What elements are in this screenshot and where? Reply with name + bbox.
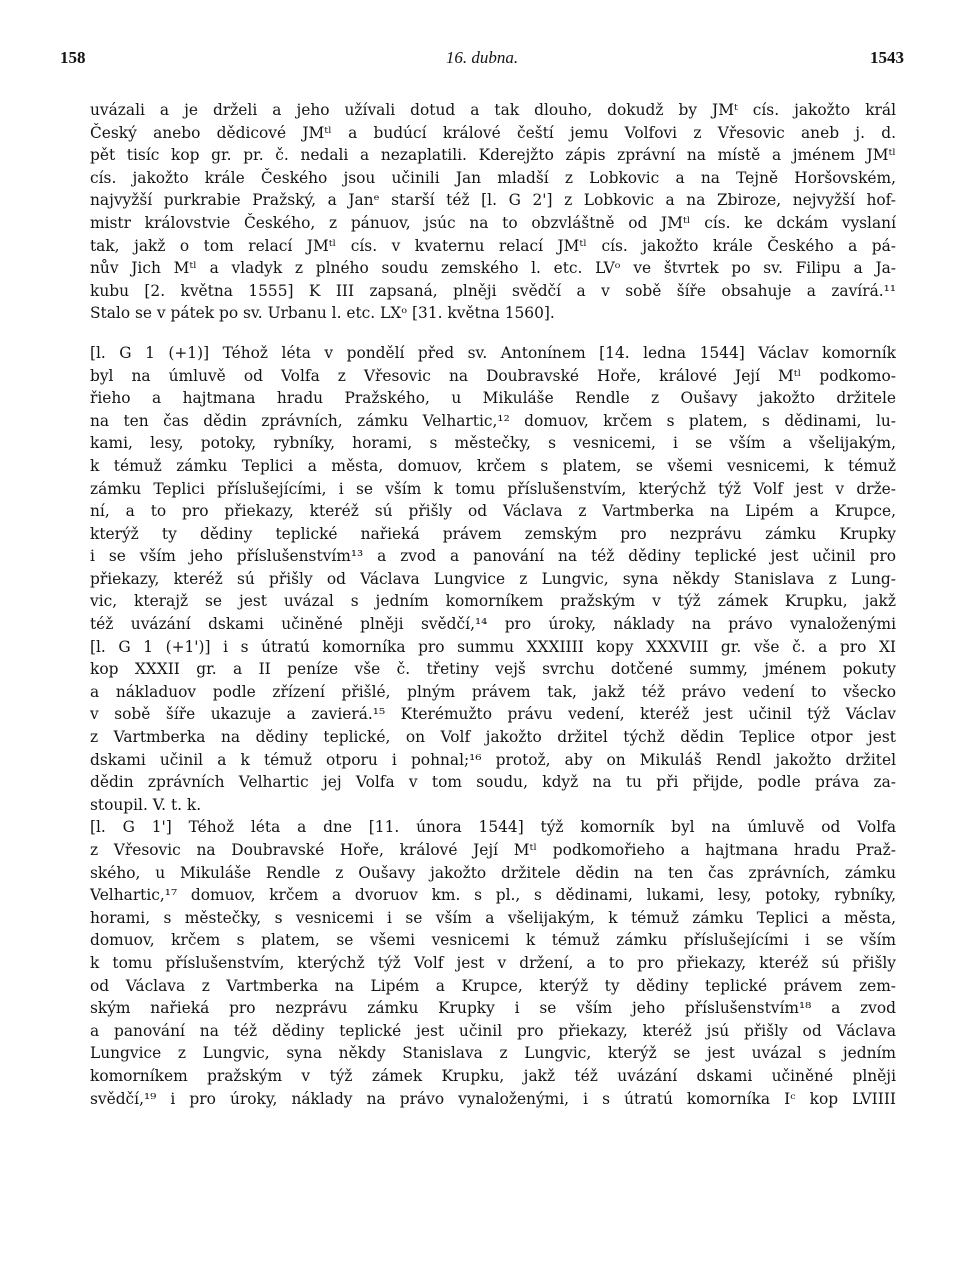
text-line: z Vartmberka na dědiny teplické, on Volf jakožto držitel týchž dědin Teplice otpor jest xyxy=(90,728,896,747)
running-title: 16. dubna. xyxy=(445,48,519,67)
text-line: a nákladuov podle zřízení přišlé, plným právem tak, jakž též právo vedení to všecko xyxy=(90,682,896,701)
text-line: dědin zprávních Velhartic jej Volfa v tom soudu, když na tu při přijde, podle práva za- xyxy=(90,773,896,792)
text-line: svědčí,¹⁹ i pro úroky, náklady na právo vynaloženými, i s útratú komorníka Iᶜ kop LVIIII xyxy=(90,1089,896,1108)
text-line: Lungvice z Lungvic, syna někdy Stanislava z Lungvic, kterýž se jest uvázal s jedním xyxy=(90,1044,896,1063)
page-header xyxy=(60,48,904,72)
text-line: kami, lesy, potoky, rybníky, horami, s městečky, s vesnicemi, i se vším a všelijakým, xyxy=(90,434,896,453)
page-number: 158 xyxy=(60,48,86,67)
text-line: též uvázání dskami učiněné plněji svědčí,¹⁴ pro úroky, náklady na právo vynaloženými xyxy=(90,615,896,634)
text-line: uvázali a je drželi a jeho užívali dotud a tak dlouho, dokudž by JMᵗ cís. jakožto král xyxy=(90,101,896,119)
text-line: ského, u Mikuláše Rendle z Oušavy jakožto držitele dědin na ten čas zprávních, zámku xyxy=(90,863,896,882)
text-line: kop XXXII gr. a II peníze vše č. třetiny vejš svrchu dotčené summy, jménem pokuty xyxy=(90,660,896,679)
text-line: řieho a hajtmana hradu Pražského, u Mikuláše Rendle z Oušavy jakožto držitele xyxy=(90,389,896,408)
text-line: komorníkem pražským v týž zámek Krupku, jakž též uvázání dskami učiněné plněji xyxy=(90,1066,896,1085)
text-line: na ten čas dědin zprávních, zámku Velhartic,¹² domuov, krčem s platem, s dědinami, lu- xyxy=(90,411,896,430)
text-line: nův Jich Mᵗˡ a vladyk z plného soudu zemského l. etc. LVᵒ ve štvrtek po sv. Filipu a Ja- xyxy=(90,259,896,278)
paragraph-1 xyxy=(90,99,896,325)
text-line: v sobě šíře ukazuje a zavierá.¹⁵ Kterémužto právu vedení, kteréž jest učinil týž Václav xyxy=(90,705,896,724)
text-line: ským nařieká pro nezprávu zámku Krupky i se vším jeho příslušenstvím¹⁸ a zvod xyxy=(90,999,896,1018)
text-line: ní, a to pro přiekazy, kteréž sú přišly od Václava z Vartmberka na Lipém a Krupce, xyxy=(90,502,896,521)
text-line: horami, s městečky, s vesnicemi i se vším a všelijakým, k témuž zámku Teplici a města, xyxy=(90,908,896,927)
text-line: Český anebo dědicové JMᵗˡ a budúcí králové čeští jemu Volfovi z Vřesovic aneb j. d. xyxy=(90,123,896,142)
document-body xyxy=(90,99,896,1110)
text-line: mistr královstvie Českého, z pánuov, jsúc na to obzvláštně od JMᵗˡ cís. ke dckám vyslaní xyxy=(90,213,896,232)
text-line: kubu [2. května 1555] K III zapsaná, plněji svědčí a v sobě šíře obsahuje a zavírá.¹¹ xyxy=(90,281,896,300)
text-line: k tomu příslušenstvím, kterýchž týž Volf jest v držení, a to pro přiekazy, kteréž sú přišly xyxy=(90,953,896,972)
text-line: pět tisíc kop gr. pr. č. nedali a nezaplatili. Kderejžto zápis zprávní na místě a jménem JMᵗˡ xyxy=(90,146,896,165)
paragraph-2 xyxy=(90,342,896,816)
text-line: [l. G 1 (+1)] Téhož léta v pondělí před sv. Antonínem [14. ledna 1544] Václav komorník xyxy=(90,343,896,362)
text-line: k témuž zámku Teplici a města, domuov, krčem s platem, se všemi vesnicemi, k témuž xyxy=(90,456,896,475)
text-line: cís. jakožto krále Českého jsou učinili Jan mladší z Lobkovic a na Tejně Horšovském, xyxy=(90,168,896,187)
text-line: od Václava z Vartmberka na Lipém a Krupce, kterýž ty dědiny teplické právem zem- xyxy=(90,976,896,995)
text-line: dskami učinil a k témuž otporu i pohnal;¹⁶ protož, aby on Mikuláš Rendl jakožto držitel xyxy=(90,750,896,769)
text-line: vic, kterajž se jest uvázal s jedním komorníkem pražským v týž zámek Krupku, jakž xyxy=(90,592,896,611)
text-line: z Vřesovic na Doubravské Hoře, králové Její Mᵗˡ podkomořieho a hajtmana hradu Praž- xyxy=(90,841,896,859)
text-line: a panování na též dědiny teplické jest učinil pro přiekazy, kteréž jsú přišly od Václava xyxy=(90,1021,896,1040)
text-line: i se vším jeho příslušenstvím¹³ a zvod a panování na též dědiny teplické jest učinil pro xyxy=(90,547,896,566)
text-line: najvyžší purkrabie Pražský, a Janᵉ starší též [l. G 2'] z Lobkovic a na Zbiroze, nejvyžší hof- xyxy=(90,191,896,210)
page-year: 1543 xyxy=(870,48,904,67)
text-line: byl na úmluvě od Volfa z Vřesovic na Doubravské Hoře, králové Její Mᵗˡ podkomo- xyxy=(90,366,896,385)
text-line: [l. G 1'] Téhož léta a dne [11. února 1544] týž komorník byl na úmluvě od Volfa xyxy=(90,818,896,837)
text-line: přiekazy, kteréž sú přišly od Václava Lungvice z Lungvic, syna někdy Stanislava z Lung- xyxy=(90,569,896,588)
paragraph-3 xyxy=(90,816,896,1110)
text-line: domuov, krčem s platem, se všemi vesnicemi k témuž zámku příslušejícími i se vším xyxy=(90,931,896,950)
text-line: kterýž ty dědiny teplické nařieká právem zemským pro nezprávu zámku Krupky xyxy=(90,524,896,543)
text-line: Velhartic,¹⁷ domuov, krčem a dvoruov km. s pl., s dědinami, lukami, lesy, potoky, rybníky, xyxy=(90,886,896,905)
text-line: zámku Teplici příslušejícími, i se vším k tomu příslušenstvím, kterýchž týž Volf jest v drže- xyxy=(90,479,896,498)
text-line: stoupil. V. t. k. xyxy=(90,795,202,814)
text-line: [l. G 1 (+1')] i s útratú komorníka pro summu XXXIIII kopy XXXVIII gr. vše č. a pro XI xyxy=(90,637,896,656)
text-line: Stalo se v pátek po sv. Urbanu l. etc. LXᵒ [31. května 1560]. xyxy=(90,304,555,323)
text-line: tak, jakž o tom relací JMᵗˡ cís. v kvaternu relací JMᵗˡ cís. jakožto krále Českého a pá- xyxy=(90,236,896,255)
